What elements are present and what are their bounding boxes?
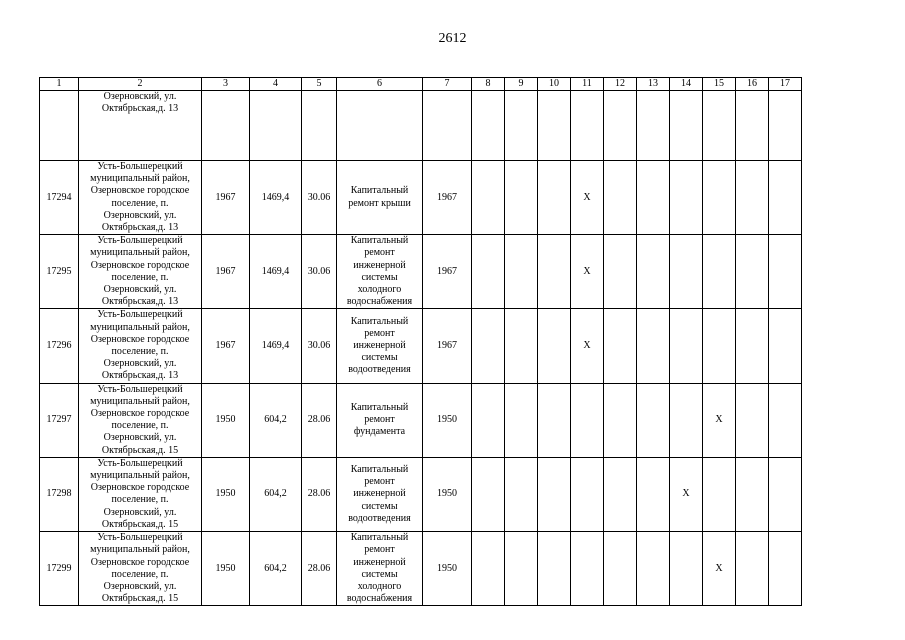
empty-cell <box>769 161 802 235</box>
row-id-cell: 17299 <box>40 532 79 606</box>
empty-cell <box>604 309 637 383</box>
year-built-cell: 1950 <box>202 457 250 531</box>
empty-cell <box>736 383 769 457</box>
work-type-cell <box>337 161 423 235</box>
year-built-cell: 1967 <box>202 309 250 383</box>
column-number-cell: 1 <box>40 78 79 91</box>
empty-cell <box>769 383 802 457</box>
row-id-cell: 17298 <box>40 457 79 531</box>
continuation-row <box>40 91 802 161</box>
column-number-cell: 6 <box>337 78 423 91</box>
address-line: поселение, п. <box>111 271 169 283</box>
empty-cell <box>202 91 250 161</box>
address-line: Озерновский, ул. <box>103 91 177 102</box>
table-row <box>40 383 802 457</box>
work-line: системы <box>361 568 398 580</box>
address-line: Октябрьская,д. 15 <box>101 593 179 605</box>
empty-cell <box>423 91 472 161</box>
empty-cell <box>769 309 802 383</box>
work-line: Капитальный <box>350 401 409 413</box>
address-line: Усть-Большерецкий <box>97 457 183 469</box>
empty-cell <box>571 383 604 457</box>
year-cell: 1967 <box>423 235 472 309</box>
address-line: Октябрьская,д. 13 <box>101 222 179 234</box>
address-line: Озерновский, ул. <box>103 358 177 370</box>
empty-cell <box>736 309 769 383</box>
address-line: муниципальный район, <box>90 544 190 556</box>
address-line: Октябрьская,д. 15 <box>101 444 179 456</box>
column-number-cell: 10 <box>538 78 571 91</box>
address-line: муниципальный район, <box>90 395 190 407</box>
year-built-cell: 1950 <box>202 383 250 457</box>
column-number-cell: 9 <box>505 78 538 91</box>
column-number-cell: 17 <box>769 78 802 91</box>
row-id-cell: 17296 <box>40 309 79 383</box>
rate-cell: 28.06 <box>302 383 337 457</box>
empty-cell <box>505 532 538 606</box>
year-built-cell: 1967 <box>202 161 250 235</box>
address-line: Октябрьская,д. 13 <box>101 370 179 382</box>
empty-cell <box>604 383 637 457</box>
address-line: Озерновский, ул. <box>103 580 177 592</box>
empty-cell <box>703 161 736 235</box>
column-number-row <box>40 78 802 91</box>
address-cell <box>79 532 202 606</box>
empty-cell <box>538 91 571 161</box>
work-line: Капитальный <box>350 185 409 197</box>
empty-cell <box>670 161 703 235</box>
address-line: Озерновское городское <box>90 259 190 271</box>
work-line: фундамента <box>353 426 406 438</box>
address-cell <box>79 457 202 531</box>
empty-cell <box>637 235 670 309</box>
column-number-cell: 7 <box>423 78 472 91</box>
empty-cell <box>670 91 703 161</box>
empty-cell <box>538 161 571 235</box>
empty-cell <box>637 383 670 457</box>
address-line: Усть-Большерецкий <box>97 383 183 395</box>
address-line: муниципальный район, <box>90 173 190 185</box>
column-number-cell: 15 <box>703 78 736 91</box>
column-number-cell: 4 <box>250 78 302 91</box>
empty-cell <box>670 309 703 383</box>
column-number-cell: 3 <box>202 78 250 91</box>
address-line: поселение, п. <box>111 568 169 580</box>
address-line: Озерновский, ул. <box>103 432 177 444</box>
empty-cell <box>769 91 802 161</box>
work-line: водоснабжения <box>346 296 413 308</box>
empty-cell <box>472 309 505 383</box>
column-number-cell: 12 <box>604 78 637 91</box>
work-line: водоотведения <box>348 512 411 524</box>
address-line: поселение, п. <box>111 346 169 358</box>
work-line: ремонт <box>364 247 395 259</box>
empty-cell <box>637 309 670 383</box>
empty-cell <box>736 161 769 235</box>
work-line: Капитальный <box>350 532 409 544</box>
address-line: муниципальный район, <box>90 321 190 333</box>
work-line: Капитальный <box>350 463 409 475</box>
address-line: Озерновский, ул. <box>103 506 177 518</box>
address-cell <box>79 91 202 161</box>
work-type-cell <box>337 457 423 531</box>
work-line: ремонт <box>364 476 395 488</box>
work-line: ремонт <box>364 327 395 339</box>
area-cell: 604,2 <box>250 457 302 531</box>
rate-cell: 28.06 <box>302 532 337 606</box>
address-line: Усть-Большерецкий <box>97 532 183 544</box>
empty-cell <box>302 91 337 161</box>
empty-cell <box>736 91 769 161</box>
address-line: Озерновское городское <box>90 482 190 494</box>
table-row <box>40 235 802 309</box>
empty-cell <box>505 309 538 383</box>
empty-cell <box>538 235 571 309</box>
area-cell: 604,2 <box>250 532 302 606</box>
empty-cell <box>538 532 571 606</box>
column-number-cell: 14 <box>670 78 703 91</box>
address-cell <box>79 309 202 383</box>
work-line: водоотведения <box>348 364 411 376</box>
work-line: системы <box>361 271 398 283</box>
work-line: Капитальный <box>350 235 409 247</box>
empty-cell <box>472 91 505 161</box>
empty-cell <box>250 91 302 161</box>
empty-cell <box>505 235 538 309</box>
table-row <box>40 309 802 383</box>
mark-cell: X <box>571 309 604 383</box>
year-cell: 1967 <box>423 309 472 383</box>
empty-cell <box>505 383 538 457</box>
work-line: системы <box>361 500 398 512</box>
empty-cell <box>472 532 505 606</box>
empty-cell <box>637 91 670 161</box>
work-type-cell <box>337 532 423 606</box>
work-type-cell <box>337 383 423 457</box>
empty-cell <box>736 235 769 309</box>
empty-cell <box>703 309 736 383</box>
work-line: инженерной <box>353 339 406 351</box>
empty-cell <box>337 91 423 161</box>
empty-cell <box>604 532 637 606</box>
work-line: Капитальный <box>350 315 409 327</box>
empty-cell <box>505 161 538 235</box>
table-row <box>40 457 802 531</box>
year-cell: 1950 <box>423 383 472 457</box>
empty-cell <box>736 457 769 531</box>
empty-cell <box>40 91 79 161</box>
address-line: Озерновское городское <box>90 556 190 568</box>
column-number-cell: 8 <box>472 78 505 91</box>
column-number-cell: 2 <box>79 78 202 91</box>
empty-cell <box>472 235 505 309</box>
empty-cell <box>670 383 703 457</box>
address-line: Усть-Большерецкий <box>97 235 183 247</box>
empty-cell <box>736 532 769 606</box>
table-row <box>40 532 802 606</box>
empty-cell <box>670 532 703 606</box>
address-cell <box>79 235 202 309</box>
empty-cell <box>505 457 538 531</box>
area-cell: 1469,4 <box>250 161 302 235</box>
empty-cell <box>637 457 670 531</box>
repair-schedule-table <box>39 77 802 606</box>
address-line: Октябрьская,д. 13 <box>101 103 179 115</box>
area-cell: 1469,4 <box>250 235 302 309</box>
work-line: холодного <box>357 284 402 296</box>
area-cell: 604,2 <box>250 383 302 457</box>
address-line: Усть-Большерецкий <box>97 161 183 172</box>
empty-cell <box>604 161 637 235</box>
page-number: 2612 <box>438 31 467 46</box>
address-line: Озерновский, ул. <box>103 284 177 296</box>
work-line: водоснабжения <box>346 593 413 605</box>
row-id-cell: 17297 <box>40 383 79 457</box>
work-line: холодного <box>357 580 402 592</box>
address-line: Озерновское городское <box>90 185 190 197</box>
rate-cell: 28.06 <box>302 457 337 531</box>
address-line: Октябрьская,д. 15 <box>101 518 179 530</box>
year-built-cell: 1950 <box>202 532 250 606</box>
empty-cell <box>703 457 736 531</box>
table-row <box>40 161 802 235</box>
mark-cell: X <box>670 457 703 531</box>
work-line: ремонт крыши <box>348 197 411 209</box>
empty-cell <box>538 457 571 531</box>
work-type-cell <box>337 309 423 383</box>
rate-cell: 30.06 <box>302 161 337 235</box>
column-number-cell: 5 <box>302 78 337 91</box>
row-id-cell: 17294 <box>40 161 79 235</box>
address-line: Озерновское городское <box>90 408 190 420</box>
row-id-cell: 17295 <box>40 235 79 309</box>
rate-cell: 30.06 <box>302 235 337 309</box>
empty-cell <box>769 457 802 531</box>
mark-cell: X <box>571 235 604 309</box>
address-line: Озерновский, ул. <box>103 209 177 221</box>
address-line: Озерновское городское <box>90 333 190 345</box>
year-cell: 1950 <box>423 532 472 606</box>
empty-cell <box>571 91 604 161</box>
year-cell: 1967 <box>423 161 472 235</box>
empty-cell <box>769 235 802 309</box>
address-cell <box>79 161 202 235</box>
empty-cell <box>604 235 637 309</box>
empty-cell <box>703 235 736 309</box>
work-line: ремонт <box>364 544 395 556</box>
rate-cell: 30.06 <box>302 309 337 383</box>
empty-cell <box>571 532 604 606</box>
year-cell: 1950 <box>423 457 472 531</box>
column-number-cell: 16 <box>736 78 769 91</box>
empty-cell <box>571 457 604 531</box>
empty-cell <box>670 235 703 309</box>
address-line: поселение, п. <box>111 494 169 506</box>
area-cell: 1469,4 <box>250 309 302 383</box>
address-cell <box>79 383 202 457</box>
mark-cell: X <box>703 383 736 457</box>
column-number-cell: 13 <box>637 78 670 91</box>
work-line: инженерной <box>353 488 406 500</box>
work-line: инженерной <box>353 259 406 271</box>
empty-cell <box>472 161 505 235</box>
address-line: поселение, п. <box>111 197 169 209</box>
year-built-cell: 1967 <box>202 235 250 309</box>
empty-cell <box>538 309 571 383</box>
address-line: муниципальный район, <box>90 247 190 259</box>
empty-cell <box>604 457 637 531</box>
empty-cell <box>604 91 637 161</box>
address-line: Усть-Большерецкий <box>97 309 183 321</box>
column-number-cell: 11 <box>571 78 604 91</box>
address-line: Октябрьская,д. 13 <box>101 296 179 308</box>
empty-cell <box>472 383 505 457</box>
mark-cell: X <box>703 532 736 606</box>
work-line: системы <box>361 352 398 364</box>
empty-cell <box>769 532 802 606</box>
empty-cell <box>472 457 505 531</box>
empty-cell <box>637 532 670 606</box>
empty-cell <box>703 91 736 161</box>
work-type-cell <box>337 235 423 309</box>
empty-cell <box>505 91 538 161</box>
address-line: поселение, п. <box>111 420 169 432</box>
empty-cell <box>538 383 571 457</box>
address-line: муниципальный район, <box>90 470 190 482</box>
work-line: инженерной <box>353 556 406 568</box>
mark-cell: X <box>571 161 604 235</box>
empty-cell <box>637 161 670 235</box>
work-line: ремонт <box>364 414 395 426</box>
